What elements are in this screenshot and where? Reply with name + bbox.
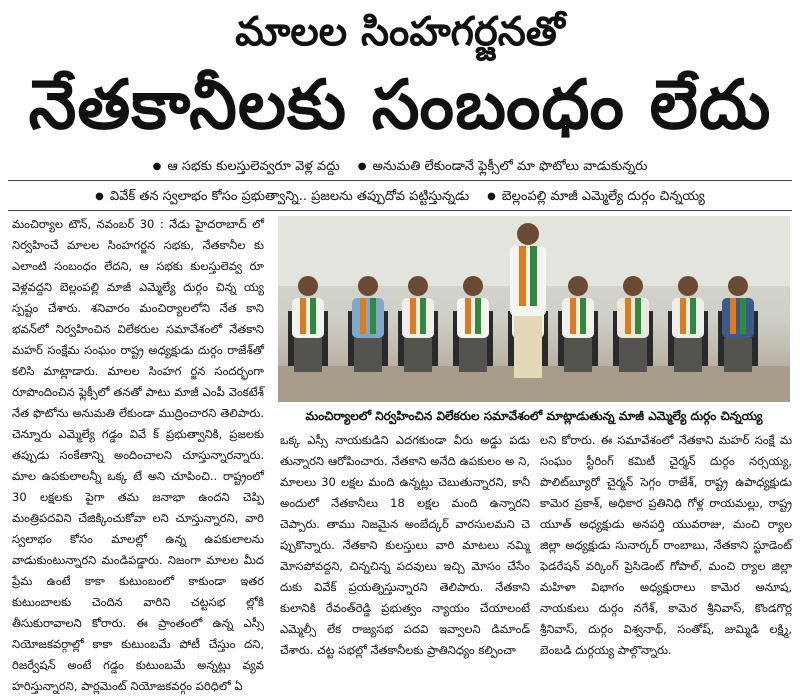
person-legs [619, 338, 647, 372]
divider [8, 180, 792, 181]
person-legs [564, 338, 592, 372]
person-body [562, 298, 594, 338]
news-photo [278, 216, 790, 402]
person-head [678, 276, 698, 296]
person-body [402, 298, 434, 338]
article-column-3 [540, 430, 792, 657]
bullet-icon: ● [95, 191, 104, 202]
person-body [457, 298, 489, 338]
person-body [292, 298, 324, 338]
scarf [410, 298, 416, 334]
scarf [530, 246, 537, 306]
kicker-item [95, 186, 469, 208]
person-head [408, 276, 428, 296]
speaker-legs [514, 316, 542, 378]
group-photo-illustration [278, 216, 790, 402]
scarf [635, 298, 641, 334]
kicker-row-1 [0, 156, 800, 178]
kicker-text: బెల్లంపల్లి మాజీ ఎమ్మెల్యే దుర్గం చిన్నయ్య [501, 189, 705, 204]
scarf [360, 298, 366, 334]
scarf [519, 246, 526, 306]
bullet-icon: ● [487, 191, 496, 202]
photo-caption: మంచిర్యాలలో నిర్వహించిన విలేకరుల సమావేశంలో మాట్లాడుతున్న మాజీ ఎమ్మెల్యే దుర్గం చిన్నయ్య [305, 409, 763, 423]
person-head [358, 276, 378, 296]
scarf [625, 298, 631, 334]
person-body [352, 298, 384, 338]
person-head [728, 276, 748, 296]
person-head [623, 276, 643, 296]
kicker-text: ఆ సభకు కులస్తులెవ్వరూ వెళ్ల వద్దు [167, 159, 340, 174]
person-head [568, 276, 588, 296]
speaker-body [510, 246, 546, 316]
person-body [722, 298, 754, 338]
scarf [310, 298, 316, 334]
article-paragraph: మంచిర్యాల టౌన్, నవంబర్ 30 : నేడు హైదరాబాద్ లో నిర్వహించే మాలల సింహగర్జన సభకు, నేతకానీల కు ఎలాంటి సంబంధం లేదని, ఆ సభకు కులస్తులెవ్వ రూ వెళ్లవద్దని బెల్లంపల్లి మాజీ ఎమ్మెల్యే దుర్గం చిన్న య్య స్పష్టం చేశారు. శనివారం మంచిర్యాలలోని నేత కాని భవన్‌లో నిర్వహించిన విలేకరుల సమావేశంలో నేతకాని మహర్ సంక్షేమ సంఘం రాష్ట్ర అధ్యక్షుడు దుర్గం రాజేశ్‌తో కలిసి మాట్లాడారు. మాలల సింహగ ర్జన సందర్భంగా రూపొందించిన ఫ్లెక్సీలో తనతో పాటు మాజీ ఎంపీ వెంకటేశ్ నేత ఫొటోను అనుమతి లేకుండా ముద్రించారని తెలిపారు. చెన్నూరు ఎమ్మెల్యే గడ్డం వివే క్ ప్రభుత్వానికి, ప్రజలకు తప్పుడు సంకేతాన్ని అందించాలని చూస్తున్నారన్నారు. మాల ఉపకులాలన్నీ ఒక్క టే అని చూపించి.. రాష్ట్రంలో 30 లక్షలకు పైగా తమ జనాభా ఉందని చెప్పి మంత్రిపదవిని చేజిక్కించుకోవా లని చూస్తున్నారని, వారి స్వలాభం కోసం మాలల్లో ఉన్న ఉపకులాలను వాడుకుంటున్నారని మండిపడ్డారు. నిజంగా మాలల మీద ప్రేమ ఉంటే కాకా కుటుంబంలో కాకుండా ఇతర కుటుంబాలకు చెందిన వారిని చట్టసభ ల్లోకి తీసుకురావాలని కోరారు. ఈ ప్రాంతంలో ఉన్న ఎస్సీ నియోజకవర్గాల్లో కాకా కుటుంబమే పోటీ చేస్తుం దని, రిజర్వేషన్ అంటే గడ్డం కుటుంబమే అన్నట్లు వ్యవ హరిస్తున్నారని, పార్లమెంట్ నియోజకవర్గం పరిధిలో ఏ [12, 217, 264, 693]
bullet-icon: ● [152, 161, 162, 172]
scarf [465, 298, 471, 334]
person-legs [294, 338, 322, 372]
bullet-icon: ● [357, 161, 367, 172]
kicker-text: వివేక్ తన స్వలాభం కోసం ప్రభుత్వాన్ని.. ప్రజలను తప్పుదోవ పట్టిస్తున్నడు [109, 189, 470, 204]
article-column-1 [12, 214, 264, 693]
scarf [740, 298, 746, 334]
person-legs [404, 338, 432, 372]
scarf [475, 298, 481, 334]
person-legs [674, 338, 702, 372]
article-column-2 [280, 430, 530, 657]
person-body [672, 298, 704, 338]
headline-line-2: నేతకానీలకు సంబంధం లేదు [28, 66, 772, 145]
kicker-row-2 [0, 186, 800, 208]
scarf [730, 298, 736, 334]
scarf [680, 298, 686, 334]
kicker-item [487, 186, 705, 208]
scarf [370, 298, 376, 334]
kicker-text: అనుమతి లేకుండానే ఫ్లెక్సీలో మా ఫొటోలు వాడుకున్నరు [372, 159, 648, 174]
person-legs [724, 338, 752, 372]
kicker-item [153, 156, 340, 178]
scarf [300, 298, 306, 334]
person-legs [459, 338, 487, 372]
article-paragraph: ఒక్క ఎస్సీ నాయకుడిని ఎదగకుండా వీరు అడ్డు పడు తున్నారని ఆరోపించారు. నేతకాని అనేది ఉపకులం అ ని, మాలలు 30 లక్షల మంది ఉన్నట్లు చెబుతున్నారని, కానీ అందులో నేతకానీలు 18 లక్షల మంది ఉన్నారని చెప్పారు. తాము నిజమైన అంబేద్కర్ వారసులమని చె ప్పుకొన్నారు. నేతకాని కులస్తులు వారి మాటలు నమ్మి మోసపోవద్దని, చిన్నచిన్న పదవులు ఇచ్చి మోసం చేసేం దుకు వివేక్ ప్రయత్నిస్తున్నారని తెలిపారు. నేతకాని కులానికి రేవంత్‌రెడ్డి ప్రభుత్వం న్యాయం చేయాలంటే ఎమ్మెల్సీ లేక రాజ్యసభ పదవి ఇవ్వాలని డిమాండ్ చేశారు. చట్ట సభల్లో నేతకానీలకు ప్రాతినిధ్యం కల్పించా [280, 433, 530, 657]
person-body [617, 298, 649, 338]
kicker-item [358, 156, 648, 178]
scarf [420, 298, 426, 334]
person-head [463, 276, 483, 296]
article-paragraph: లని కోరారు. ఈ సమావేశంలో నేతకాని మహర్ సంక్షే మ సంఘం స్టీరింగ్ కమిటీ చైర్మన్ దుర్గం నర్సయ్య, పొలిట్‌బ్యూరో చైర్మన్ సెగ్గం రాజేశ్, రాష్ట్ర ఉపాధ్యక్షుడు కామెర ప్రకాశ్, అధికార ప్రతినిధి గోళ్ల రాయమల్లు, రాష్ట్ర యూత్ అధ్యక్షుడు అనపర్తి యువరాజు, మంచి ర్యాల జిల్లా అధ్యక్షుడు సునార్కర్ రాంబాబు, నేతకాని స్టూడెంట్ ఫెడరేషన్ వర్కింగ్ ప్రెసిడెంట్ గోపాల్, మంచి ర్యాల జిల్లా మహిళా విభాగం అధ్యక్షురాలు కామెర అనూష, నాయకులు దుర్గం నగేశ్, కామెర శ్రీనివాస్, కొండగొర్ల శ్రీనివాస్, దుర్గం విశ్వనాథ్, సంతోష్, జుమ్మిడి లక్ష్మి, బెంబడి దుర్గయ్య పాల్గొన్నారు. [540, 433, 792, 657]
headline-line-1: మాలల సింహగర్జనతో [235, 9, 565, 55]
scarf [580, 298, 586, 334]
person-legs [354, 338, 382, 372]
divider [8, 210, 792, 211]
scarf [570, 298, 576, 334]
person-head [298, 276, 318, 296]
scarf [690, 298, 696, 334]
speaker-head [517, 223, 539, 245]
